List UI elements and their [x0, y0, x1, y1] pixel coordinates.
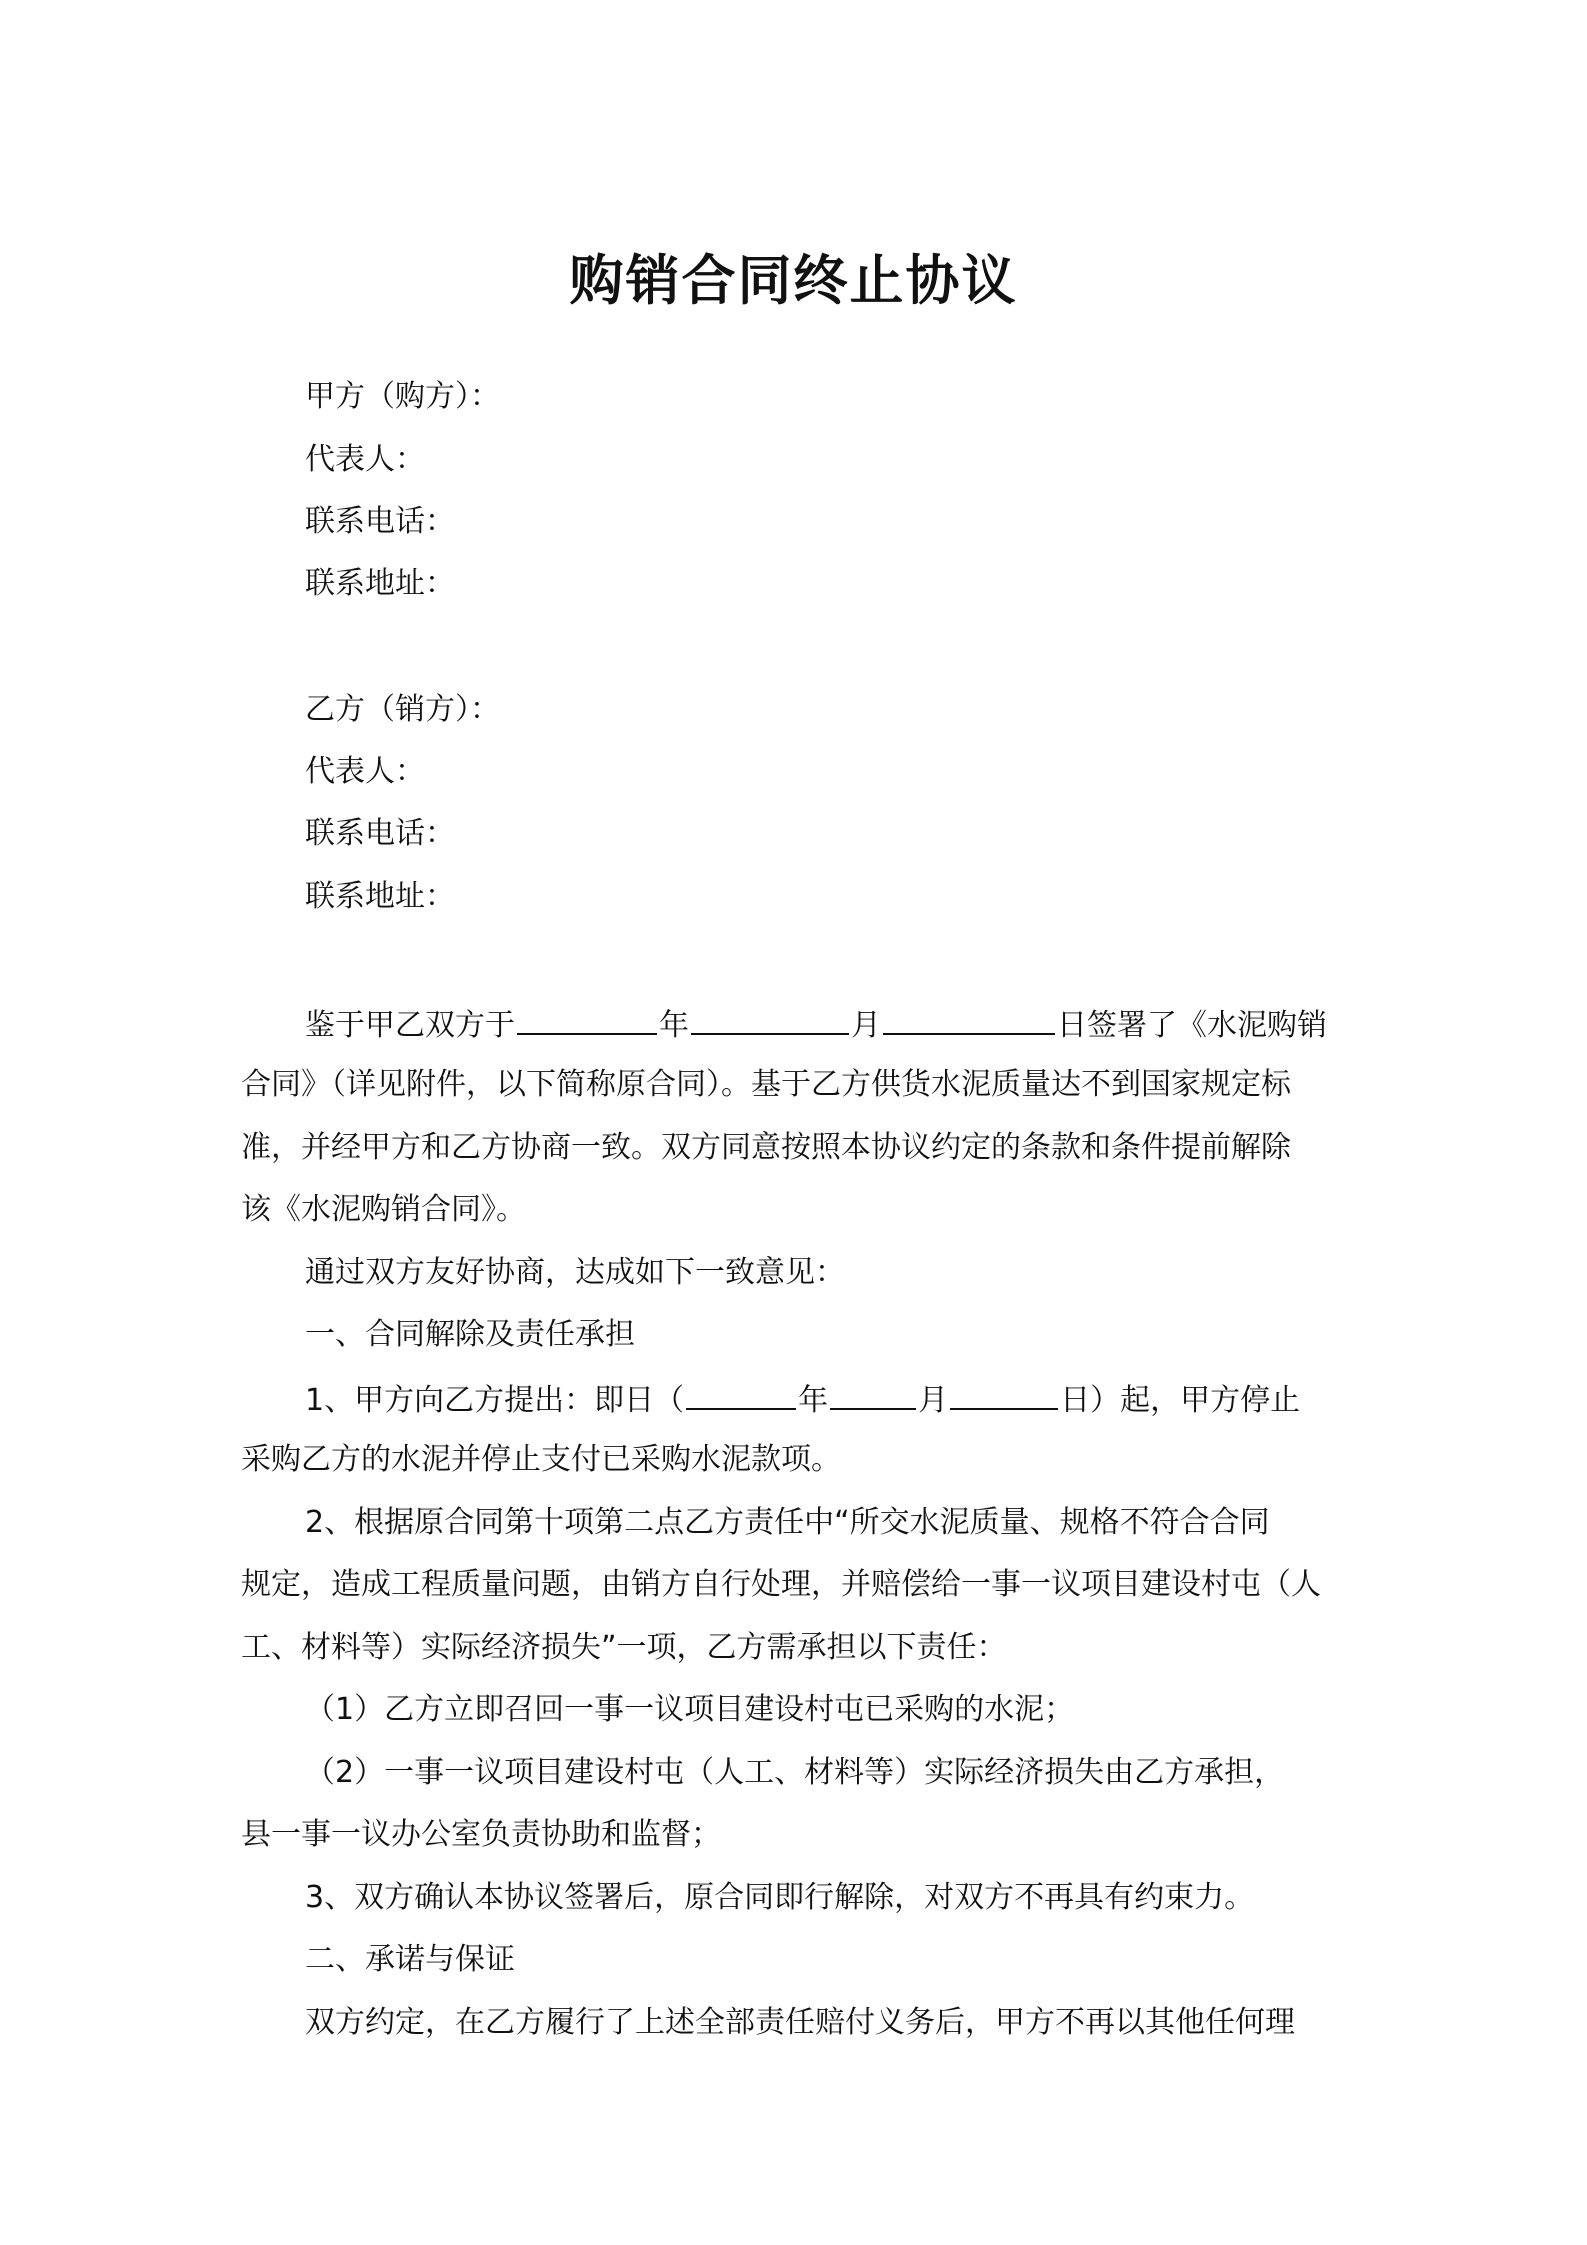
party-b-representative: 代表人：: [305, 754, 425, 789]
month-blank: [691, 1003, 849, 1035]
intro-line-1: [305, 1003, 1327, 1046]
intro-text: 月: [851, 1008, 881, 1043]
item-2-sub-1: （1）乙方立即召回一事一议项目建设村屯已采购的水泥；: [305, 1692, 1075, 1727]
item-2-sub-2-line-2: 县一事一议办公室负责协助和监督；: [241, 1817, 721, 1852]
item-1-text: 日）起，甲方停止: [1060, 1383, 1301, 1418]
item-2-sub-2-line-1: （2）一事一议项目建设村屯（人工、材料等）实际经济损失由乙方承担，: [305, 1755, 1285, 1790]
party-a-phone: 联系电话：: [305, 504, 455, 539]
year-blank: [517, 1003, 657, 1035]
item-1-line-1: [305, 1378, 1300, 1421]
intro-text: 年: [659, 1008, 689, 1043]
intro-line-2: 合同》（详见附件，以下简称原合同）。基于乙方供货水泥质量达不到国家规定标: [241, 1067, 1291, 1102]
party-a-representative: 代表人：: [305, 442, 425, 477]
party-b-heading: 乙方（销方）：: [305, 692, 500, 727]
day-blank: [950, 1378, 1058, 1410]
party-b-address: 联系地址：: [305, 879, 455, 914]
item-2-line-3: 工、材料等）实际经济损失”一项，乙方需承担以下责任：: [241, 1630, 1007, 1665]
party-b-phone: 联系电话：: [305, 816, 455, 851]
document-title: 购销合同终止协议: [569, 248, 1018, 312]
item-1-text: 年: [798, 1383, 829, 1418]
item-1-text: 月: [918, 1383, 949, 1418]
item-3-line: 3、双方确认本协议签署后，原合同即行解除，对双方不再具有约束力。: [305, 1880, 1255, 1915]
consensus-line: 通过双方友好协商，达成如下一致意见：: [305, 1255, 845, 1290]
intro-text: 日签署了《水泥购销: [1057, 1008, 1327, 1043]
item-2-line-2: 规定，造成工程质量问题，由销方自行处理，并赔偿给一事一议项目建设村屯（人: [241, 1567, 1321, 1602]
item-2-line-1: 2、根据原合同第十项第二点乙方责任中“所交水泥质量、规格不符合合同: [305, 1505, 1270, 1540]
month-blank: [830, 1378, 916, 1410]
intro-text: 鉴于甲乙双方于: [305, 1008, 515, 1043]
day-blank: [883, 1003, 1055, 1035]
section-2-heading: 二、承诺与保证: [305, 1942, 515, 1977]
section-1-heading: 一、合同解除及责任承担: [305, 1317, 635, 1352]
item-1-text: 1、甲方向乙方提出：即日（: [305, 1383, 685, 1418]
intro-line-3: 准，并经甲方和乙方协商一致。双方同意按照本协议约定的条款和条件提前解除: [241, 1130, 1291, 1165]
year-blank: [686, 1378, 796, 1410]
item-1-line-2: 采购乙方的水泥并停止支付已采购水泥款项。: [241, 1442, 841, 1477]
party-a-heading: 甲方（购方）：: [305, 379, 500, 414]
section-2-line-1: 双方约定，在乙方履行了上述全部责任赔付义务后，甲方不再以其他任何理: [305, 2005, 1295, 2040]
intro-line-4: 该《水泥购销合同》。: [241, 1192, 526, 1227]
party-a-address: 联系地址：: [305, 566, 455, 601]
